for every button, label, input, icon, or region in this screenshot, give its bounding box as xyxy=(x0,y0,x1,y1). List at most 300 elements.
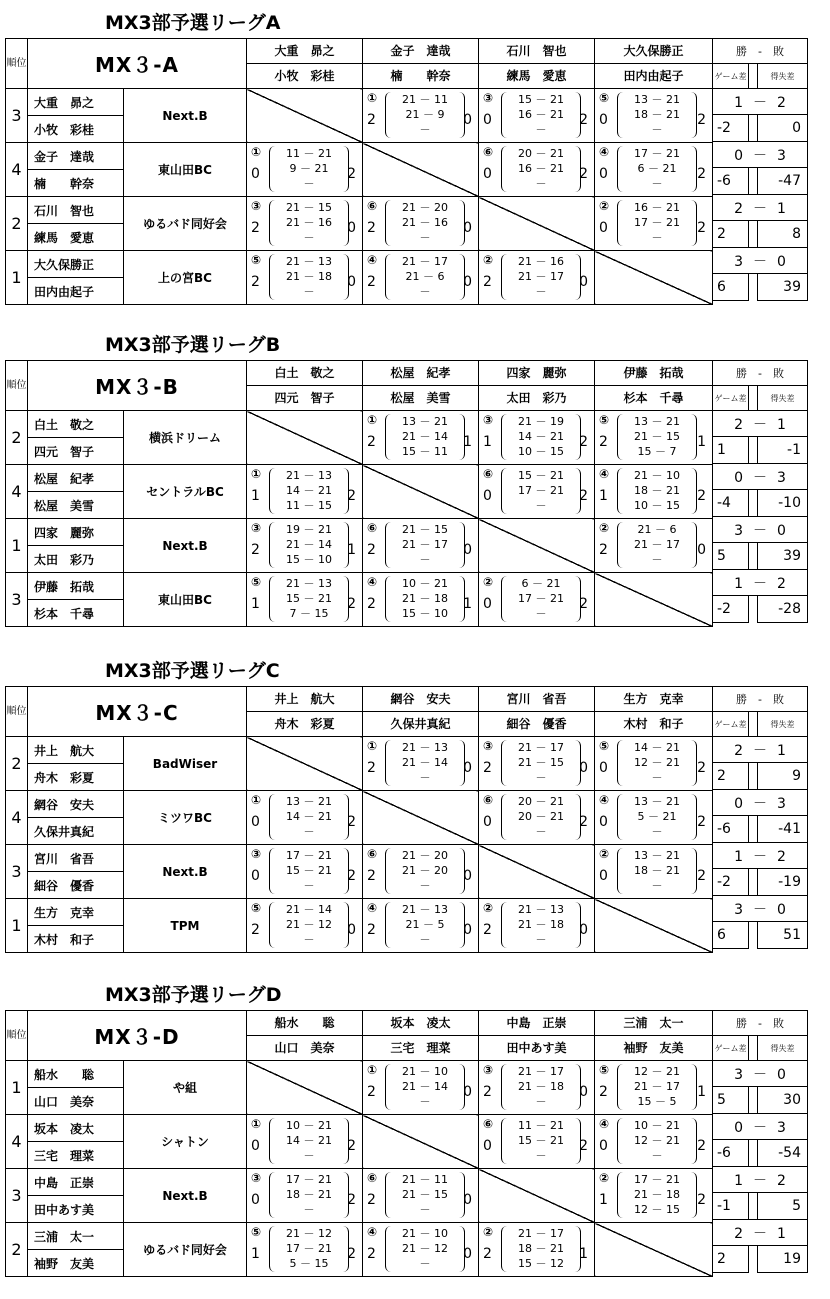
dash: － xyxy=(753,1172,767,1189)
set-scores xyxy=(617,1064,697,1110)
set-score: － xyxy=(419,230,431,244)
club-name: セントラルBC xyxy=(124,465,247,519)
set-score: － xyxy=(303,176,315,190)
games-lost: 2 xyxy=(697,759,706,776)
column-player-1: 三浦 太一 xyxy=(595,1011,713,1036)
set-score: 15 － 21 xyxy=(286,863,332,877)
games-won: 2 xyxy=(367,1191,376,1208)
dash: － xyxy=(753,1066,767,1083)
column-player-1: 船水 聡 xyxy=(247,1011,363,1036)
game-diff: -1 xyxy=(713,1193,749,1220)
column-player-1: 四家 麗弥 xyxy=(479,361,595,386)
win-loss xyxy=(713,1061,808,1087)
league-title: MX3部予選リーグB xyxy=(105,334,281,356)
set-scores xyxy=(385,414,465,460)
player-2-name: 久保井真紀 xyxy=(28,818,124,845)
set-score: 21 － 11 xyxy=(402,92,448,106)
set-score: 7 － 15 xyxy=(289,606,329,620)
match-result xyxy=(595,465,713,519)
match-number: ① xyxy=(251,144,262,159)
column-player-1: 宮川 省吾 xyxy=(479,687,595,712)
dash: － xyxy=(753,94,767,111)
wins: 3 xyxy=(734,253,743,270)
diagonal-cell xyxy=(479,197,595,251)
set-scores xyxy=(501,414,581,460)
match-number: ④ xyxy=(599,144,610,159)
set-score: 13 － 21 xyxy=(634,848,680,862)
match-result xyxy=(363,845,479,899)
game-diff: 2 xyxy=(713,763,749,790)
games-won: 1 xyxy=(251,1245,260,1262)
point-diff: 51 xyxy=(758,922,808,949)
set-score: 5 － 15 xyxy=(289,1256,329,1270)
match-number: ③ xyxy=(251,846,262,861)
match-number: ④ xyxy=(367,574,378,589)
set-score: 21 － 17 xyxy=(518,1064,564,1078)
set-score: 17 － 21 xyxy=(286,1172,332,1186)
match-result xyxy=(363,1061,479,1115)
match-result xyxy=(247,519,363,573)
wins: 1 xyxy=(734,1172,743,1189)
set-score: － xyxy=(535,770,547,784)
games-won: 2 xyxy=(367,867,376,884)
match-number: ⑥ xyxy=(367,520,378,535)
games-lost: 2 xyxy=(579,111,588,128)
set-score: － xyxy=(419,552,431,566)
set-score: 13 － 21 xyxy=(634,414,680,428)
set-score: － xyxy=(535,606,547,620)
match-number: ① xyxy=(367,90,378,105)
player-2-name: 袖野 友美 xyxy=(28,1250,124,1277)
group-name: MX３-C xyxy=(28,687,247,737)
match-number: ③ xyxy=(483,738,494,753)
group-name: MX３-B xyxy=(28,361,247,411)
games-lost: 2 xyxy=(697,813,706,830)
match-result xyxy=(595,197,713,251)
player-2-name: 小牧 彩桂 xyxy=(28,116,124,143)
set-score: 17 － 21 xyxy=(634,146,680,160)
match-number: ⑤ xyxy=(251,900,262,915)
set-score: 21 － 18 xyxy=(518,917,564,931)
match-number: ① xyxy=(367,738,378,753)
match-result xyxy=(595,411,713,465)
set-score: 21 － 17 xyxy=(402,254,448,268)
set-scores xyxy=(501,576,581,622)
games-lost: 2 xyxy=(347,487,356,504)
set-score: 21 － 10 xyxy=(402,1064,448,1078)
games-won: 2 xyxy=(367,433,376,450)
set-score: － xyxy=(651,1148,663,1162)
set-scores xyxy=(269,1172,349,1218)
player-2-name: 杉本 千尋 xyxy=(28,600,124,627)
set-scores xyxy=(269,254,349,300)
set-score: － xyxy=(535,932,547,946)
player-1-name: 石川 智也 xyxy=(28,197,124,224)
games-lost: 2 xyxy=(347,1191,356,1208)
set-scores xyxy=(617,468,697,514)
losses: 3 xyxy=(777,147,786,164)
diagonal-cell xyxy=(363,1115,479,1169)
match-result xyxy=(479,573,595,627)
set-score: － xyxy=(535,824,547,838)
set-scores xyxy=(385,1172,465,1218)
set-score: 11 － 21 xyxy=(286,146,332,160)
win-loss xyxy=(713,570,808,596)
set-score: 21 － 13 xyxy=(402,902,448,916)
set-score: 14 － 21 xyxy=(286,483,332,497)
games-won: 2 xyxy=(483,1245,492,1262)
column-player-1: 井上 航大 xyxy=(247,687,363,712)
set-score: 15 － 21 xyxy=(286,591,332,605)
set-score: 18 － 21 xyxy=(634,863,680,877)
set-score: 21 － 18 xyxy=(518,1079,564,1093)
set-score: － xyxy=(419,1202,431,1216)
set-score: 21 － 17 xyxy=(402,537,448,551)
match-number: ④ xyxy=(599,466,610,481)
games-lost: 2 xyxy=(347,1137,356,1154)
group-name: MX３-A xyxy=(28,39,247,89)
match-number: ⑤ xyxy=(251,574,262,589)
dash: － xyxy=(753,469,767,486)
set-score: 21 － 6 xyxy=(405,269,445,283)
column-player-1: 石川 智也 xyxy=(479,39,595,64)
set-score: 17 － 21 xyxy=(286,848,332,862)
match-number: ④ xyxy=(599,1116,610,1131)
team-rank: 2 xyxy=(6,197,28,251)
games-lost: 2 xyxy=(697,487,706,504)
player-2-name: 四元 智子 xyxy=(28,438,124,465)
team-rank: 4 xyxy=(6,1115,28,1169)
match-number: ② xyxy=(599,198,610,213)
point-diff: -28 xyxy=(758,596,808,623)
match-result xyxy=(363,89,479,143)
set-score: 21 － 17 xyxy=(518,1226,564,1240)
column-player-1: 網谷 安夫 xyxy=(363,687,479,712)
set-score: 21 － 17 xyxy=(518,740,564,754)
set-score: － xyxy=(303,284,315,298)
games-lost: 1 xyxy=(463,433,472,450)
set-scores xyxy=(617,92,697,138)
set-scores xyxy=(269,794,349,840)
player-1-name: 生方 克幸 xyxy=(28,899,124,926)
games-won: 1 xyxy=(483,433,492,450)
games-won: 2 xyxy=(483,273,492,290)
game-diff: -2 xyxy=(713,869,749,896)
point-diff: -41 xyxy=(758,816,808,843)
set-score: － xyxy=(651,770,663,784)
player-1-name: 大重 昴之 xyxy=(28,89,124,116)
match-number: ② xyxy=(599,520,610,535)
column-player-2: 細谷 優香 xyxy=(479,712,595,737)
player-2-name: 練馬 愛恵 xyxy=(28,224,124,251)
set-scores xyxy=(501,254,581,300)
win-loss xyxy=(713,737,808,763)
player-1-name: 白土 敬之 xyxy=(28,411,124,438)
match-number: ② xyxy=(483,1224,494,1239)
win-loss xyxy=(713,248,808,274)
column-player-2: 四元 智子 xyxy=(247,386,363,411)
games-won: 0 xyxy=(251,165,260,182)
games-won: 2 xyxy=(483,1083,492,1100)
set-scores xyxy=(385,848,465,894)
diagonal-cell xyxy=(363,465,479,519)
match-result xyxy=(595,1169,713,1223)
column-player-1: 坂本 凌太 xyxy=(363,1011,479,1036)
games-won: 0 xyxy=(251,813,260,830)
team-rank: 2 xyxy=(6,1223,28,1277)
team-rank: 3 xyxy=(6,573,28,627)
games-won: 2 xyxy=(367,759,376,776)
standings-summary xyxy=(712,686,808,949)
losses: 2 xyxy=(777,575,786,592)
match-number: ⑥ xyxy=(367,198,378,213)
match-result xyxy=(595,143,713,197)
set-score: 15 － 21 xyxy=(518,92,564,106)
games-lost: 0 xyxy=(463,1191,472,1208)
match-number: ③ xyxy=(251,520,262,535)
wins: 2 xyxy=(734,742,743,759)
player-1-name: 船水 聡 xyxy=(28,1061,124,1088)
set-score: － xyxy=(535,1094,547,1108)
match-result xyxy=(479,465,595,519)
set-score: 21 － 14 xyxy=(402,429,448,443)
set-score: 10 － 21 xyxy=(634,1118,680,1132)
wins: 2 xyxy=(734,416,743,433)
point-diff: 19 xyxy=(758,1246,808,1273)
match-number: ⑥ xyxy=(367,1170,378,1185)
player-2-name: 楠 幹奈 xyxy=(28,170,124,197)
team-row xyxy=(6,411,713,438)
player-2-name: 木村 和子 xyxy=(28,926,124,953)
game-diff: -6 xyxy=(713,1140,749,1167)
record-header: 勝 - 敗 xyxy=(713,361,808,386)
games-lost: 0 xyxy=(463,867,472,884)
column-player-2: 袖野 友美 xyxy=(595,1036,713,1061)
wins: 0 xyxy=(734,1119,743,1136)
set-score: 17 － 21 xyxy=(286,1241,332,1255)
diagonal-cell xyxy=(595,899,713,953)
column-player-2: 三宅 理菜 xyxy=(363,1036,479,1061)
games-won: 2 xyxy=(367,921,376,938)
games-won: 2 xyxy=(251,541,260,558)
set-score: 17 － 21 xyxy=(634,1172,680,1186)
match-number: ⑤ xyxy=(251,252,262,267)
column-player-2: 山口 美奈 xyxy=(247,1036,363,1061)
games-won: 0 xyxy=(599,813,608,830)
column-player-2: 久保井真紀 xyxy=(363,712,479,737)
games-lost: 0 xyxy=(463,219,472,236)
games-won: 1 xyxy=(251,487,260,504)
column-player-2: 木村 和子 xyxy=(595,712,713,737)
games-lost: 0 xyxy=(463,759,472,776)
games-won: 0 xyxy=(483,487,492,504)
set-score: － xyxy=(419,122,431,136)
set-score: 21 － 14 xyxy=(286,537,332,551)
set-score: 21 － 15 xyxy=(402,522,448,536)
set-score: 21 － 6 xyxy=(637,522,677,536)
player-1-name: 網谷 安夫 xyxy=(28,791,124,818)
match-result xyxy=(247,1223,363,1277)
set-score: － xyxy=(651,552,663,566)
wins: 3 xyxy=(734,901,743,918)
games-lost: 0 xyxy=(579,1083,588,1100)
column-player-1: 大重 昴之 xyxy=(247,39,363,64)
league-grid xyxy=(5,38,713,305)
game-diff: 5 xyxy=(713,1087,749,1114)
match-number: ⑤ xyxy=(251,1224,262,1239)
league-grid xyxy=(5,1010,713,1277)
set-score: 19 － 21 xyxy=(286,522,332,536)
games-lost: 0 xyxy=(463,273,472,290)
set-score: 11 － 15 xyxy=(286,498,332,512)
set-scores xyxy=(269,522,349,568)
games-won: 0 xyxy=(251,1137,260,1154)
set-score: 12 － 15 xyxy=(634,1202,680,1216)
win-loss xyxy=(713,142,808,168)
match-result xyxy=(247,143,363,197)
games-lost: 2 xyxy=(579,165,588,182)
club-name: ゆるバド同好会 xyxy=(124,197,247,251)
win-loss xyxy=(713,1167,808,1193)
match-result xyxy=(479,899,595,953)
game-diff: -2 xyxy=(713,115,749,142)
set-score: 14 － 21 xyxy=(286,809,332,823)
club-name: TPM xyxy=(124,899,247,953)
games-lost: 1 xyxy=(697,1083,706,1100)
set-score: 18 － 21 xyxy=(634,483,680,497)
match-number: ⑥ xyxy=(483,144,494,159)
match-number: ② xyxy=(483,900,494,915)
match-number: ① xyxy=(367,412,378,427)
club-name: 横浜ドリーム xyxy=(124,411,247,465)
set-scores xyxy=(269,848,349,894)
set-scores xyxy=(501,468,581,514)
dash: － xyxy=(753,253,767,270)
wins: 2 xyxy=(734,200,743,217)
league-section xyxy=(0,8,830,326)
set-score: 21 － 18 xyxy=(286,269,332,283)
match-result xyxy=(363,519,479,573)
game-diff: 6 xyxy=(713,274,749,301)
record-header: 勝 - 敗 xyxy=(713,1011,808,1036)
games-lost: 0 xyxy=(463,1083,472,1100)
set-score: 21 － 12 xyxy=(286,1226,332,1240)
losses: 2 xyxy=(777,1172,786,1189)
set-score: 14 － 21 xyxy=(286,1133,332,1147)
league-title: MX3部予選リーグC xyxy=(105,660,280,682)
set-scores xyxy=(269,902,349,948)
losses: 2 xyxy=(777,94,786,111)
set-scores xyxy=(385,254,465,300)
set-score: 15 － 10 xyxy=(402,606,448,620)
games-won: 0 xyxy=(599,1137,608,1154)
match-result xyxy=(363,573,479,627)
club-name: シャトン xyxy=(124,1115,247,1169)
diagonal-cell xyxy=(247,411,363,465)
team-rank: 2 xyxy=(6,411,28,465)
player-1-name: 伊藤 拓哉 xyxy=(28,573,124,600)
games-lost: 1 xyxy=(463,595,472,612)
league-section xyxy=(0,656,830,974)
player-1-name: 金子 達哉 xyxy=(28,143,124,170)
games-won: 0 xyxy=(251,1191,260,1208)
win-loss xyxy=(713,790,808,816)
point-diff: 5 xyxy=(758,1193,808,1220)
games-won: 2 xyxy=(367,1245,376,1262)
win-loss xyxy=(713,195,808,221)
losses: 1 xyxy=(777,742,786,759)
games-lost: 2 xyxy=(697,165,706,182)
player-2-name: 松屋 美雪 xyxy=(28,492,124,519)
match-number: ② xyxy=(483,574,494,589)
dash: － xyxy=(753,200,767,217)
player-2-name: 田内由起子 xyxy=(28,278,124,305)
match-result xyxy=(479,1115,595,1169)
diagonal-cell xyxy=(595,1223,713,1277)
set-score: 18 － 21 xyxy=(518,1241,564,1255)
team-row xyxy=(6,1223,713,1250)
game-diff: -4 xyxy=(713,490,749,517)
win-loss xyxy=(713,517,808,543)
games-lost: 2 xyxy=(347,1245,356,1262)
team-row xyxy=(6,1169,713,1196)
diagonal-cell xyxy=(595,251,713,305)
club-name: 上の宮BC xyxy=(124,251,247,305)
team-row xyxy=(6,465,713,492)
player-2-name: 山口 美奈 xyxy=(28,1088,124,1115)
games-lost: 2 xyxy=(697,867,706,884)
set-scores xyxy=(617,200,697,246)
set-score: 15 － 21 xyxy=(518,1133,564,1147)
team-rank: 1 xyxy=(6,519,28,573)
match-number: ⑤ xyxy=(599,738,610,753)
dash: － xyxy=(753,1119,767,1136)
team-row xyxy=(6,899,713,926)
set-score: 16 － 21 xyxy=(634,200,680,214)
losses: 1 xyxy=(777,416,786,433)
games-lost: 1 xyxy=(697,433,706,450)
game-diff: 5 xyxy=(713,543,749,570)
games-won: 0 xyxy=(599,165,608,182)
team-rank: 4 xyxy=(6,143,28,197)
losses: 2 xyxy=(777,848,786,865)
set-score: 15 － 12 xyxy=(518,1256,564,1270)
point-diff: 39 xyxy=(758,543,808,570)
dash: － xyxy=(753,147,767,164)
set-scores xyxy=(385,200,465,246)
set-score: 10 － 15 xyxy=(518,444,564,458)
set-score: 18 － 21 xyxy=(286,1187,332,1201)
wins: 0 xyxy=(734,795,743,812)
club-name: ゆるバド同好会 xyxy=(124,1223,247,1277)
set-score: 21 － 15 xyxy=(634,429,680,443)
game-diff: -6 xyxy=(713,816,749,843)
player-2-name: 田中あす美 xyxy=(28,1196,124,1223)
set-scores xyxy=(617,1172,697,1218)
club-name: Next.B xyxy=(124,89,247,143)
game-diff-header: ゲーム差 xyxy=(713,1036,749,1061)
set-scores xyxy=(617,848,697,894)
set-score: 17 － 21 xyxy=(518,591,564,605)
set-score: 13 － 21 xyxy=(286,794,332,808)
point-diff: -54 xyxy=(758,1140,808,1167)
match-result xyxy=(247,465,363,519)
games-lost: 2 xyxy=(579,813,588,830)
games-lost: 0 xyxy=(463,921,472,938)
league-grid xyxy=(5,360,713,627)
player-1-name: 松屋 紀孝 xyxy=(28,465,124,492)
team-row xyxy=(6,143,713,170)
